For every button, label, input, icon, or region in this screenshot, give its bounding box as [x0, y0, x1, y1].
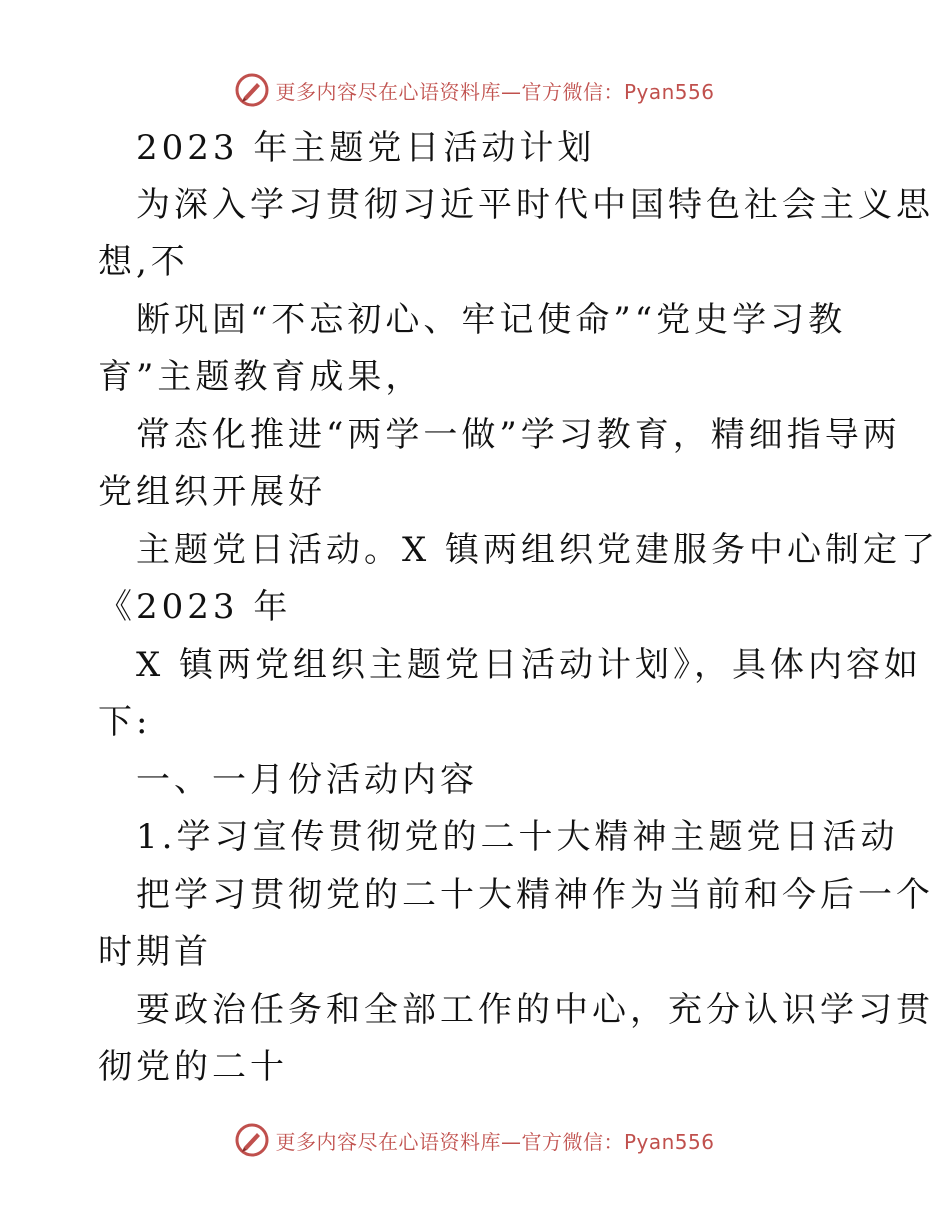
paragraph-line: 要政治任务和全部工作的中心，充分认识学习贯 — [136, 990, 934, 1030]
paragraph-line: 彻党的二十 — [98, 1047, 288, 1087]
watermark-banner-top — [0, 70, 950, 110]
paragraph-line: 主题党日活动。X 镇两组织党建服务中心制定了 — [136, 530, 940, 570]
paragraph-line: 把学习贯彻党的二十大精神作为当前和今后一个 — [136, 875, 934, 915]
paragraph-line: 断巩固“不忘初心、牢记使命”“党史学习教 — [136, 300, 847, 340]
pen-logo-icon — [235, 1123, 269, 1157]
paragraph-line: 为深入学习贯彻习近平时代中国特色社会主义思 — [136, 185, 934, 225]
paragraph-line: X 镇两党组织主题党日活动计划》，具体内容如 — [136, 645, 923, 685]
watermark-banner-bottom — [0, 1120, 950, 1160]
document-title: 2023 年主题党日活动计划 — [136, 128, 596, 168]
section-heading: 一、一月份活动内容 — [136, 760, 478, 800]
paragraph-line: 常态化推进“两学一做”学习教育，精细指导两 — [136, 415, 901, 455]
pen-logo-icon — [235, 73, 269, 107]
watermark-text: 更多内容尽在心语资料库—官方微信：Pyan556 — [275, 79, 715, 104]
paragraph-line: 育”主题教育成果， — [98, 357, 424, 397]
paragraph-line: 下: — [98, 702, 152, 742]
paragraph-line: 想,不 — [98, 242, 189, 282]
watermark-text: 更多内容尽在心语资料库—官方微信：Pyan556 — [275, 1129, 715, 1154]
paragraph-line: 时期首 — [98, 932, 212, 972]
subsection-heading: 1.学习宣传贯彻党的二十大精神主题党日活动 — [136, 817, 899, 857]
paragraph-line: 党组织开展好 — [98, 472, 326, 512]
paragraph-line: 《2023 年 — [98, 587, 292, 627]
